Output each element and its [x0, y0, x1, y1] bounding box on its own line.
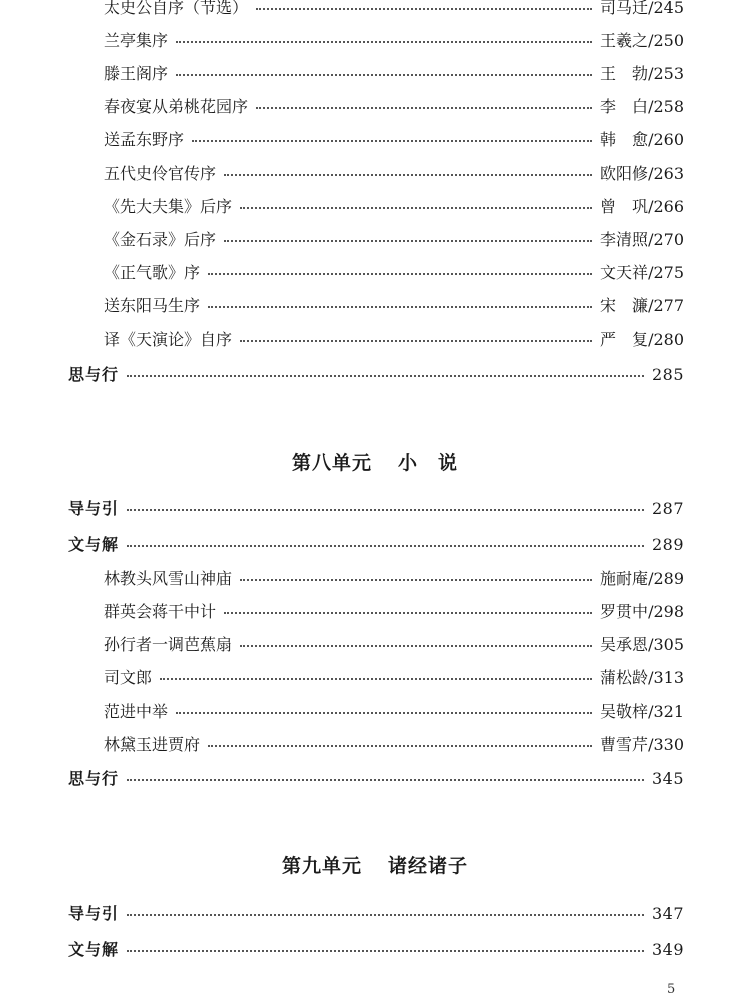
- toc-entry[interactable]: 孙行者一调芭蕉扇 吴承恩 / 305: [104, 633, 684, 657]
- dot-leader: [224, 600, 592, 614]
- dot-leader: [127, 902, 644, 916]
- entry-title: 范进中举: [104, 702, 169, 721]
- dot-leader: [208, 261, 592, 275]
- toc-entry[interactable]: 译《天演论》自序 严 复 / 280: [104, 328, 684, 352]
- entry-title: 《先大夫集》后序: [104, 197, 233, 216]
- toc-entry[interactable]: 群英会蒋干中计 罗贯中 / 298: [104, 600, 684, 624]
- toc-entry[interactable]: 滕王阁序 王 勃 / 253: [104, 62, 684, 86]
- entry-author: 蒲松龄: [600, 668, 649, 687]
- section-page: 349: [651, 940, 684, 959]
- toc-entry[interactable]: 太史公自序（节选） 司马迁 / 245: [104, 0, 684, 20]
- entry-page: 270: [653, 230, 684, 249]
- dot-leader: [127, 497, 644, 511]
- section-page: 285: [651, 365, 684, 384]
- dot-leader: [176, 700, 592, 714]
- dot-leader: [127, 363, 644, 377]
- entry-page: 263: [653, 164, 684, 183]
- section-label: 导与引: [68, 499, 120, 518]
- dot-leader: [224, 162, 592, 176]
- unit-heading: [0, 851, 750, 878]
- section-label: 文与解: [68, 535, 120, 554]
- entry-page: 245: [653, 0, 684, 17]
- entry-author: 文天祥: [600, 263, 649, 282]
- entry-author: 李清照: [600, 230, 649, 249]
- dot-leader: [208, 294, 592, 308]
- entry-author: 施耐庵: [600, 569, 649, 588]
- entry-author: 欧阳修: [600, 164, 649, 183]
- entry-title: 太史公自序（节选）: [104, 0, 249, 17]
- dot-leader: [224, 228, 592, 242]
- unit-name: 诸经诸子: [388, 855, 469, 877]
- entry-author: 曹雪芹: [600, 735, 649, 754]
- entry-page: 305: [653, 635, 684, 654]
- entry-title: 《金石录》后序: [104, 230, 217, 249]
- dot-leader: [127, 938, 644, 952]
- section-label: 文与解: [68, 940, 120, 959]
- unit-label: 第九单元: [281, 855, 362, 877]
- toc-section-think[interactable]: [68, 363, 684, 387]
- toc-section-guide[interactable]: [68, 497, 684, 521]
- entry-title: 五代史伶官传序: [104, 164, 217, 183]
- entry-title: 送东阳马生序: [104, 296, 201, 315]
- entry-author: 王 勃: [600, 64, 649, 83]
- toc-entry[interactable]: 《先大夫集》后序 曾 巩 / 266: [104, 195, 684, 219]
- section-label: 思与行: [68, 769, 120, 788]
- entry-author: 宋 濂: [600, 296, 649, 315]
- entry-author: 王羲之: [600, 31, 649, 50]
- toc-entry[interactable]: 司文郎 蒲松龄 / 313: [104, 666, 684, 690]
- dot-leader: [192, 128, 592, 142]
- unit-name: 小 说: [398, 452, 459, 474]
- entry-author: 吴承恩: [600, 635, 649, 654]
- dot-leader: [127, 533, 644, 547]
- entry-title: 译《天演论》自序: [104, 330, 233, 349]
- toc-entry[interactable]: 春夜宴从弟桃花园序 李 白 / 258: [104, 95, 684, 119]
- entry-title: 林黛玉进贾府: [104, 735, 201, 754]
- entry-page: 250: [653, 31, 684, 50]
- dot-leader: [240, 567, 592, 581]
- toc-entry[interactable]: 范进中举 吴敬梓 / 321: [104, 700, 684, 724]
- entry-page: 277: [653, 296, 684, 315]
- toc-entry[interactable]: 《正气歌》序 文天祥 / 275: [104, 261, 684, 285]
- section-page: 287: [651, 499, 684, 518]
- dot-leader: [256, 95, 592, 109]
- entry-page: 280: [653, 330, 684, 349]
- entry-page: 260: [653, 130, 684, 149]
- section-page: 289: [651, 535, 684, 554]
- entry-title: 林教头风雪山神庙: [104, 569, 233, 588]
- toc-entry[interactable]: 送孟东野序 韩 愈 / 260: [104, 128, 684, 152]
- dot-leader: [240, 633, 592, 647]
- toc-entry[interactable]: 送东阳马生序 宋 濂 / 277: [104, 294, 684, 318]
- toc-entry[interactable]: 五代史伶官传序 欧阳修 / 263: [104, 162, 684, 186]
- toc-entry[interactable]: 兰亭集序 王羲之 / 250: [104, 29, 684, 53]
- toc-section-guide[interactable]: [68, 902, 684, 926]
- dot-leader: [160, 666, 592, 680]
- toc-entry[interactable]: 林黛玉进贾府 曹雪芹 / 330: [104, 733, 684, 757]
- page-number: 5: [667, 982, 676, 997]
- toc-section-text[interactable]: [68, 533, 684, 557]
- entry-title: 送孟东野序: [104, 130, 185, 149]
- entry-page: 266: [653, 197, 684, 216]
- dot-leader: [127, 767, 644, 781]
- entry-page: 313: [653, 668, 684, 687]
- entry-title: 司文郎: [104, 668, 153, 687]
- dot-leader: [256, 0, 592, 10]
- entry-page: 253: [653, 64, 684, 83]
- toc-entry[interactable]: 《金石录》后序 李清照 / 270: [104, 228, 684, 252]
- toc-entry[interactable]: 林教头风雪山神庙 施耐庵 / 289: [104, 567, 684, 591]
- toc-section-text[interactable]: [68, 938, 684, 962]
- section-page: 345: [651, 769, 684, 788]
- entry-author: 李 白: [600, 97, 649, 116]
- entry-author: 吴敬梓: [600, 702, 649, 721]
- dot-leader: [176, 29, 592, 43]
- entry-author: 曾 巩: [600, 197, 649, 216]
- entry-page: 298: [653, 602, 684, 621]
- entry-title: 滕王阁序: [104, 64, 169, 83]
- entry-title: 兰亭集序: [104, 31, 169, 50]
- entry-page: 275: [653, 263, 684, 282]
- entry-author: 韩 愈: [600, 130, 649, 149]
- entry-title: 春夜宴从弟桃花园序: [104, 97, 249, 116]
- entry-page: 321: [653, 702, 684, 721]
- section-page: 347: [651, 904, 684, 923]
- section-label: 思与行: [68, 365, 120, 384]
- entry-page: 330: [653, 735, 684, 754]
- dot-leader: [240, 195, 592, 209]
- dot-leader: [176, 62, 592, 76]
- unit-heading: [0, 448, 750, 475]
- entry-title: 孙行者一调芭蕉扇: [104, 635, 233, 654]
- entry-author: 严 复: [600, 330, 649, 349]
- entry-page: 289: [653, 569, 684, 588]
- unit-label: 第八单元: [291, 452, 372, 474]
- toc-section-think[interactable]: [68, 767, 684, 791]
- entry-title: 《正气歌》序: [104, 263, 201, 282]
- dot-leader: [240, 328, 592, 342]
- section-label: 导与引: [68, 904, 120, 923]
- entry-title: 群英会蒋干中计: [104, 602, 217, 621]
- entry-author: 罗贯中: [600, 602, 649, 621]
- dot-leader: [208, 733, 592, 747]
- entry-author: 司马迁: [600, 0, 649, 17]
- entry-page: 258: [653, 97, 684, 116]
